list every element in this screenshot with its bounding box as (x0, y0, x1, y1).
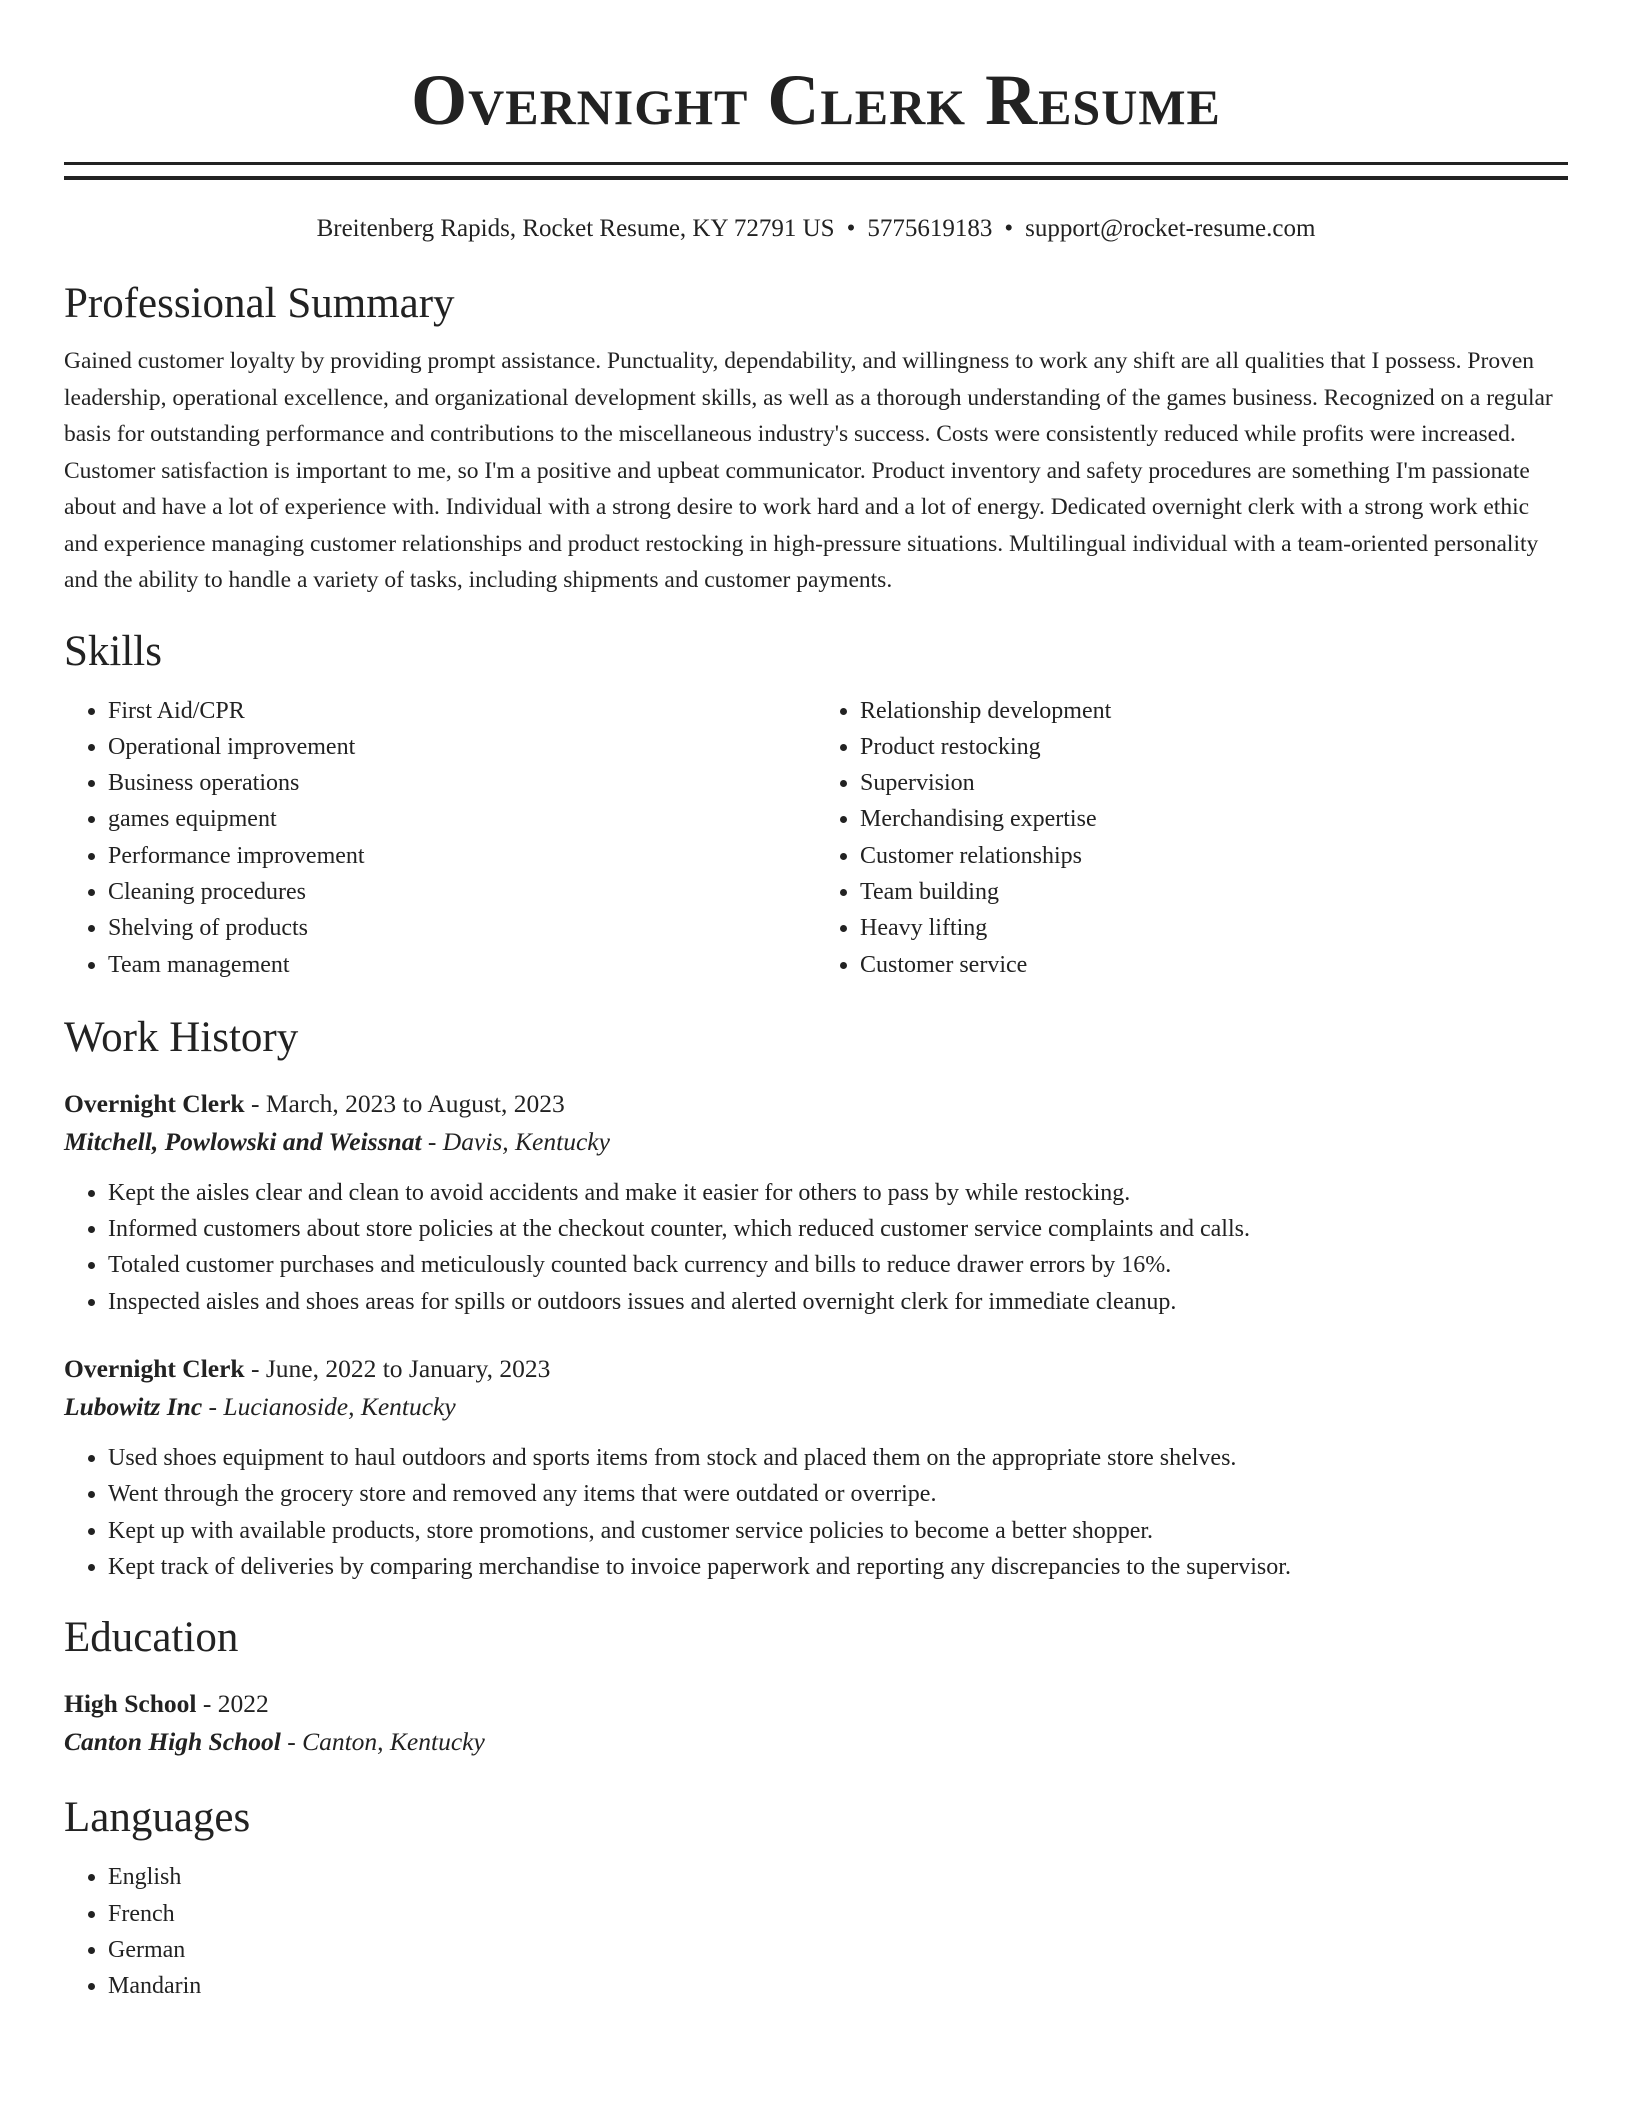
job-bullet: • Used shoes equipment to haul outdoors and sports items from stock and placed them on the appropriate store shelves. (108, 1440, 1568, 1476)
work-history-heading: Work History (64, 1013, 299, 1061)
job-title: Overnight Clerk (64, 1354, 245, 1384)
education-section (64, 1613, 1568, 1761)
summary-heading: Professional Summary (64, 280, 455, 327)
job-company: Lubowitz Inc (64, 1392, 203, 1422)
job-title-line (64, 1350, 1568, 1388)
contact-line (64, 213, 1568, 245)
summary-text: Gained customer loyalty by providing prompt assistance. Punctuality, dependability, and willingness to work any shift are all qualities that I possess. Proven leadership, operational excellence, and organizational development skills, as well as a thorough understanding of the games business. Recognized on a regular basis for outstanding performance and contributions to the miscellaneous industry's success. Costs were consistently reduced while profits were increased. Customer satisfaction is important to me, so I'm a positive and upbeat communicator. Product inventory and safety procedures are something I'm passionate about and have a lot of experience with. Individual with a strong desire to work hard and a lot of energy. Dedicated overnight clerk with a strong work ethic and experience managing customer relationships and product restocking in high-pressure situations. Multilingual individual with a team-oriented personality and the ability to handle a variety of tasks, including shipments and customer payments. (64, 348, 1553, 593)
skill-item: • Customer service (860, 947, 1568, 983)
skills-list-right (816, 693, 1568, 983)
skill-item: • Relationship development (860, 693, 1568, 729)
skill-item: • Team management (108, 947, 816, 983)
job-dates: - June, 2022 to January, 2023 (244, 1354, 551, 1384)
job-employer-line (64, 1388, 1568, 1426)
skills-list-left (64, 693, 816, 983)
language-item: • French (108, 1896, 1568, 1932)
summary-section (64, 279, 1568, 599)
skill-item: • Heavy lifting (860, 910, 1568, 946)
contact-address: Breitenberg Rapids, Rocket Resume, KY 72791 US (316, 215, 835, 242)
job-entry (64, 1085, 1568, 1320)
education-school: Canton High School (64, 1727, 281, 1757)
skill-item: • Performance improvement (108, 838, 816, 874)
skill-item: • Cleaning procedures (108, 874, 816, 910)
job-bullet: • Kept the aisles clear and clean to avoid accidents and make it easier for others to pass by while restocking. (108, 1175, 1568, 1211)
job-bullets (64, 1440, 1568, 1585)
skill-item: • Merchandising expertise (860, 801, 1568, 837)
bullet-separator: • (846, 215, 856, 242)
job-bullet: • Totaled customer purchases and meticulously counted back currency and bills to reduce drawer errors by 16%. (108, 1247, 1568, 1283)
language-item: • Mandarin (108, 1968, 1568, 2004)
job-employer-line (64, 1123, 1568, 1161)
job-bullet: • Informed customers about store policies at the checkout counter, which reduced customer service complaints and calls. (108, 1211, 1568, 1247)
education-location: - Canton, Kentucky (280, 1727, 485, 1757)
job-title-line (64, 1085, 1568, 1123)
job-dates: - March, 2023 to August, 2023 (244, 1088, 565, 1118)
skill-item: • Product restocking (860, 729, 1568, 765)
skill-item: • Supervision (860, 765, 1568, 801)
skill-item: • Customer relationships (860, 838, 1568, 874)
contact-phone: 5775619183 (867, 215, 993, 242)
job-entry (64, 1350, 1568, 1585)
job-bullets (64, 1175, 1568, 1320)
education-degree-line (64, 1685, 1568, 1723)
languages-heading: Languages (64, 1794, 251, 1842)
job-title: Overnight Clerk (64, 1088, 245, 1118)
skill-item: • First Aid/CPR (108, 693, 816, 729)
skill-item: • Shelving of products (108, 910, 816, 946)
job-bullet: • Kept up with available products, store promotions, and customer service policies to become a better shopper. (108, 1513, 1568, 1549)
education-heading: Education (64, 1614, 239, 1662)
bullet-separator: • (1004, 215, 1014, 242)
skill-item: • games equipment (108, 801, 816, 837)
skill-item: • Operational improvement (108, 729, 816, 765)
languages-list (64, 1859, 1568, 2004)
job-bullet: • Went through the grocery store and removed any items that were outdated or overripe. (108, 1476, 1568, 1512)
job-location: - Davis, Kentucky (421, 1126, 610, 1156)
contact-email: support@rocket-resume.com (1025, 215, 1316, 242)
education-degree: High School (64, 1689, 197, 1719)
education-year: - 2022 (196, 1689, 269, 1719)
job-bullet: • Inspected aisles and shoes areas for spills or outdoors issues and alerted overnight clerk for immediate cleanup. (108, 1284, 1568, 1320)
skills-section (64, 627, 1568, 983)
skills-heading: Skills (64, 627, 162, 675)
title-double-rule (64, 162, 1568, 180)
job-location: - Lucianoside, Kentucky (202, 1392, 456, 1422)
skills-columns (64, 693, 1568, 983)
skill-item: • Team building (860, 874, 1568, 910)
language-item: • English (108, 1859, 1568, 1895)
job-company: Mitchell, Powlowski and Weissnat (64, 1126, 422, 1156)
language-item: • German (108, 1932, 1568, 1968)
job-bullet: • Kept track of deliveries by comparing merchandise to invoice paperwork and reporting any discrepancies to the supervisor. (108, 1549, 1568, 1585)
skill-item: • Business operations (108, 765, 816, 801)
resume-title: Overnight Clerk Resume (411, 60, 1221, 140)
languages-section (64, 1793, 1568, 2004)
work-history-section (64, 1013, 1568, 1585)
education-school-line (64, 1723, 1568, 1761)
